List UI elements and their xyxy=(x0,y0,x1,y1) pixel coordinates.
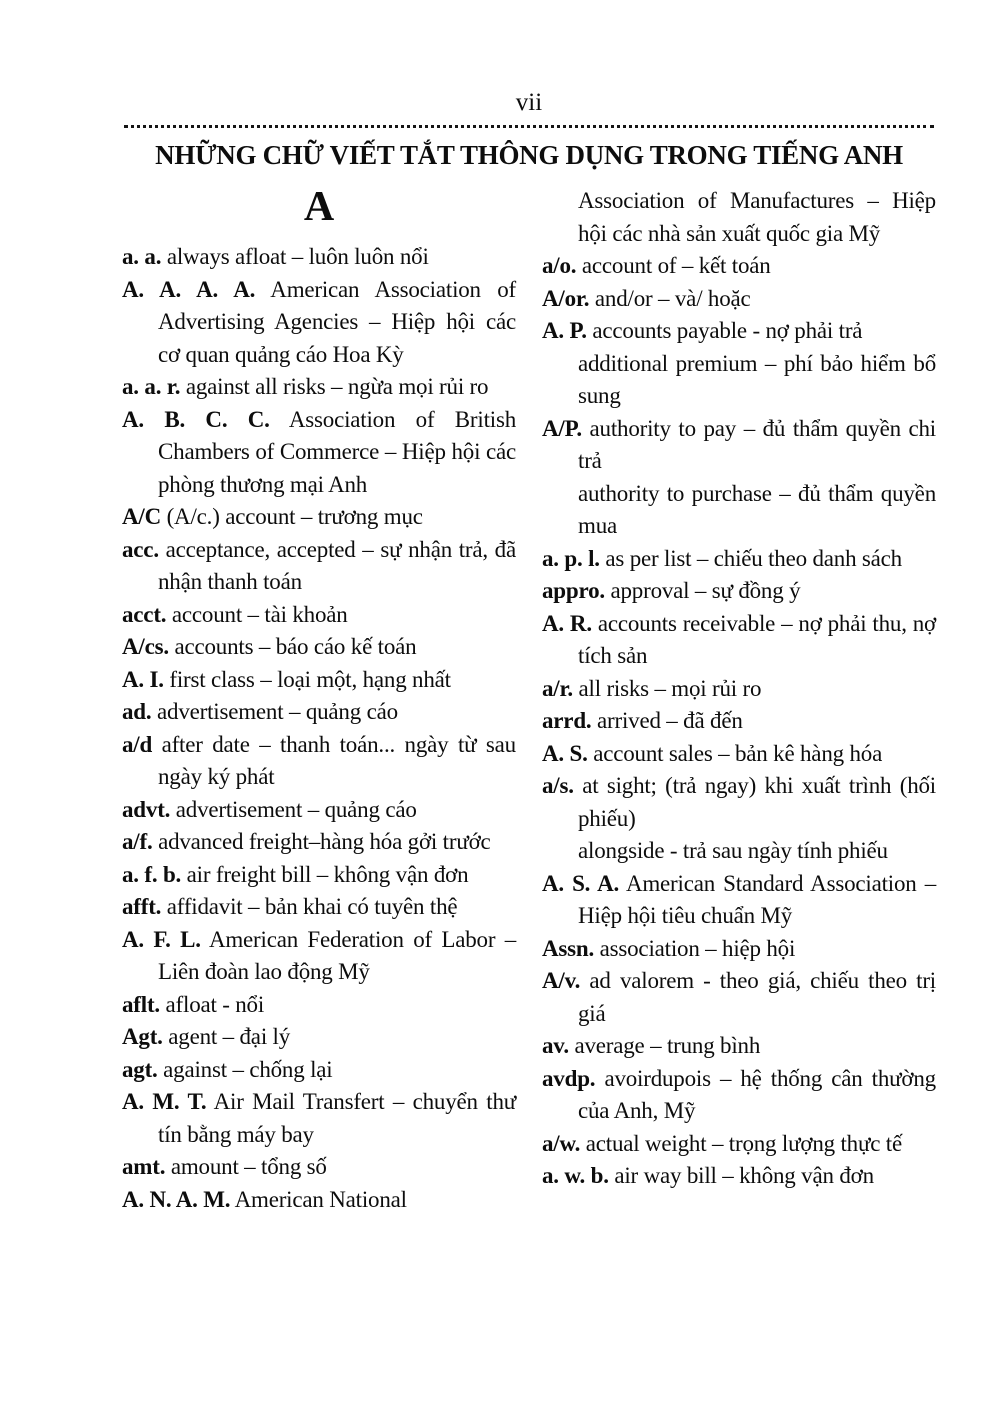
entry-abbreviation: a. p. l. xyxy=(542,545,600,571)
entry-definition: accounts payable - nợ phải trả xyxy=(592,318,863,343)
dotted-separator xyxy=(124,125,934,128)
entry-abbreviation: afft. xyxy=(122,894,162,919)
dictionary-entry xyxy=(122,989,516,1022)
entry-line xyxy=(122,599,516,632)
dictionary-entry xyxy=(122,631,516,664)
dictionary-entry xyxy=(542,1128,936,1161)
entry-line xyxy=(122,1021,516,1054)
entry-definition: agent – đại lý xyxy=(168,1024,291,1049)
entry-line xyxy=(542,575,936,608)
entry-definition: air way bill – không vận đơn xyxy=(614,1163,874,1188)
entry-abbreviation: A/P. xyxy=(542,415,582,441)
dictionary-entry xyxy=(542,770,936,868)
entry-definition: first class – loại một, hạng nhất xyxy=(169,666,451,692)
dictionary-entry xyxy=(542,933,936,966)
entry-definition: ad valorem - theo giá, chiếu theo trị giá xyxy=(578,968,936,1026)
entry-definition: amount – tổng số xyxy=(170,1154,327,1179)
dictionary-entry xyxy=(122,1151,516,1184)
entry-abbreviation: av. xyxy=(542,1033,569,1058)
entry-definition: authority to pay – đủ thẩm quyền chi trả xyxy=(578,415,936,473)
entry-abbreviation: acct. xyxy=(122,601,167,627)
entry-line xyxy=(542,673,936,706)
entry-abbreviation: A. M. T. xyxy=(122,1089,207,1114)
dictionary-entry xyxy=(122,1086,516,1151)
entry-abbreviation: avdp. xyxy=(542,1065,596,1091)
entry-line xyxy=(122,241,516,274)
entry-abbreviation: agt. xyxy=(122,1056,158,1082)
entry-extra-definition: alongside - trả sau ngày tính phiếu xyxy=(578,838,888,863)
entry-definition: account of – kết toán xyxy=(581,253,771,278)
entry-line xyxy=(122,989,516,1022)
entry-line xyxy=(542,413,936,478)
entry-abbreviation: Agt. xyxy=(122,1024,163,1049)
entry-line xyxy=(122,501,516,534)
entry-line xyxy=(122,1151,516,1184)
entry-definition: always afloat – luôn luôn nổi xyxy=(166,244,429,269)
entry-definition: Association of Manufactures – Hiệp hội các nhà sản xuất quốc gia Mỹ xyxy=(578,188,936,246)
dictionary-entry xyxy=(542,283,936,316)
entry-abbreviation: A. A. A. A. xyxy=(122,276,256,302)
entry-line xyxy=(122,794,516,827)
entry-line xyxy=(542,1063,936,1128)
dictionary-entry xyxy=(122,1184,516,1217)
entry-abbreviation: A. P. xyxy=(542,318,587,343)
dictionary-entry-continuation xyxy=(542,185,936,250)
entry-abbreviation: a/o. xyxy=(542,253,577,278)
entry-definition: average – trung bình xyxy=(574,1033,761,1058)
entry-definition: advertisement – quảng cáo xyxy=(175,796,417,822)
entry-abbreviation: a/r. xyxy=(542,675,573,701)
entry-line xyxy=(122,1086,516,1151)
entry-abbreviation: A. F. L. xyxy=(122,926,201,952)
entry-definition: all risks – mọi rủi ro xyxy=(578,675,762,701)
entry-abbreviation: advt. xyxy=(122,796,171,822)
entry-line xyxy=(122,924,516,989)
entry-line xyxy=(542,770,936,835)
entry-definition: association – hiệp hội xyxy=(599,935,796,961)
entry-abbreviation: Assn. xyxy=(542,935,595,961)
dictionary-entry xyxy=(122,1021,516,1054)
dictionary-entry xyxy=(542,315,936,413)
entry-columns xyxy=(122,185,936,1216)
entry-line xyxy=(122,826,516,859)
dictionary-entry xyxy=(122,891,516,924)
entry-abbreviation: aflt. xyxy=(122,991,160,1017)
page-number: vii xyxy=(515,89,543,116)
left-column xyxy=(122,185,516,1216)
entry-line xyxy=(542,185,936,250)
entry-abbreviation: a/w. xyxy=(542,1130,581,1156)
entry-abbreviation: A. S. A. xyxy=(542,870,620,896)
entry-definition: arrived – đã đến xyxy=(597,708,743,733)
entry-definition: against all risks – ngừa mọi rủi ro xyxy=(185,374,489,399)
dictionary-entry xyxy=(542,413,936,543)
entry-definition: at sight; (trả ngay) khi xuất trình (hối phiếu) xyxy=(578,773,936,831)
entry-abbreviation: A/or. xyxy=(542,285,590,311)
dictionary-entry xyxy=(542,673,936,706)
entry-definition: advertisement – quảng cáo xyxy=(157,699,398,724)
entry-abbreviation: a. a. r. xyxy=(122,374,181,399)
entry-line xyxy=(542,705,936,738)
entry-extra-definition: additional premium – phí bảo hiểm bổ sung xyxy=(578,350,936,408)
entry-line xyxy=(542,1128,936,1161)
entry-definition: American Association of Advertising Agencies – Hiệp hội các cơ quan quảng cáo Hoa Kỳ xyxy=(158,276,516,367)
entry-definition: (A/c.) account – trương mục xyxy=(166,504,423,529)
dictionary-entry xyxy=(122,404,516,502)
dictionary-entry xyxy=(542,1063,936,1128)
entry-definition: account sales – bản kê hàng hóa xyxy=(593,740,883,766)
entry-definition: air freight bill – không vận đơn xyxy=(186,861,469,887)
dictionary-entry xyxy=(122,729,516,794)
entry-line xyxy=(542,1030,936,1063)
entry-definition: as per list – chiếu theo danh sách xyxy=(605,545,902,571)
dictionary-entry xyxy=(542,868,936,933)
entry-abbreviation: A/cs. xyxy=(122,634,169,659)
entry-definition: accounts receivable – nợ phải thu, nợ tích sản xyxy=(578,610,936,668)
entry-line xyxy=(542,1160,936,1193)
entry-abbreviation: a. a. xyxy=(122,244,162,269)
entry-abbreviation: ad. xyxy=(122,699,152,724)
entry-line xyxy=(122,696,516,729)
section-letter: A xyxy=(303,184,335,230)
dictionary-entry xyxy=(122,859,516,892)
entry-line xyxy=(542,965,936,1030)
dictionary-entry xyxy=(542,1160,936,1193)
entry-abbreviation: a/s. xyxy=(542,773,574,798)
entry-definition: approval – sự đồng ý xyxy=(610,578,801,603)
entry-definition: account – tài khoản xyxy=(171,601,348,627)
entry-definition: after date – thanh toán... ngày từ sau ngày ký phát xyxy=(158,731,516,789)
entry-line xyxy=(122,631,516,664)
dictionary-entry xyxy=(542,250,936,283)
entry-line xyxy=(122,274,516,372)
entry-line xyxy=(122,664,516,697)
entry-definition: affidavit – bản khai có tuyên thệ xyxy=(166,894,458,919)
entry-line xyxy=(122,534,516,599)
entry-line xyxy=(542,933,936,966)
dictionary-entry xyxy=(542,543,936,576)
dictionary-entry xyxy=(122,599,516,632)
dictionary-entry xyxy=(122,371,516,404)
dictionary-entry xyxy=(122,1054,516,1087)
entry-definition: and/or – và/ hoặc xyxy=(594,285,751,311)
entry-abbreviation: A. R. xyxy=(542,610,592,636)
entry-line xyxy=(542,868,936,933)
dictionary-entry xyxy=(122,794,516,827)
entry-line xyxy=(542,250,936,283)
entry-definition: afloat - nổi xyxy=(165,991,265,1017)
entry-abbreviation: amt. xyxy=(122,1154,166,1179)
entry-abbreviation: A/v. xyxy=(542,968,581,993)
entry-line xyxy=(542,543,936,576)
entry-definition: American National xyxy=(234,1186,407,1212)
dictionary-entry xyxy=(122,924,516,989)
dictionary-entry xyxy=(122,501,516,534)
page-title: NHỮNG CHỮ VIẾT TẮT THÔNG DỤNG TRONG TIẾNG ANH xyxy=(155,140,903,170)
entry-definition: against – chống lại xyxy=(163,1056,333,1082)
entry-definition: Association of British Chambers of Commerce – Hiệp hội các phòng thương mại Anh xyxy=(158,406,517,497)
dictionary-entry xyxy=(542,608,936,673)
entry-definition: Air Mail Transfert – chuyển thư tín bằng máy bay xyxy=(158,1089,517,1147)
entry-definition: actual weight – trọng lượng thực tế xyxy=(585,1130,902,1156)
entry-line xyxy=(122,1184,516,1217)
dictionary-entry xyxy=(542,738,936,771)
dictionary-entry xyxy=(122,534,516,599)
entry-abbreviation: A. S. xyxy=(542,740,588,766)
dictionary-entry xyxy=(122,696,516,729)
entry-line xyxy=(122,371,516,404)
entry-definition: American Standard Association – Hiệp hội tiêu chuẩn Mỹ xyxy=(578,870,936,928)
dictionary-entry xyxy=(122,274,516,372)
dictionary-entry xyxy=(122,826,516,859)
entry-abbreviation: a/d xyxy=(122,731,153,757)
dictionary-entry xyxy=(542,1030,936,1063)
entry-abbreviation: A. B. C. C. xyxy=(122,406,270,432)
entry-abbreviation: a. f. b. xyxy=(122,861,182,887)
entry-extra-definition: authority to purchase – đủ thẩm quyền mua xyxy=(578,480,936,538)
entry-line xyxy=(122,1054,516,1087)
entry-line xyxy=(542,738,936,771)
entry-abbreviation: appro. xyxy=(542,578,605,603)
dictionary-entry xyxy=(542,965,936,1030)
entry-line xyxy=(122,404,516,502)
entry-line xyxy=(542,283,936,316)
entry-abbreviation: a/f. xyxy=(122,829,153,854)
entry-abbreviation: a. w. b. xyxy=(542,1163,609,1188)
entry-line xyxy=(122,859,516,892)
entry-definition: advanced freight–hàng hóa gởi trước xyxy=(158,829,491,854)
dictionary-entry xyxy=(122,241,516,274)
entry-abbreviation: A. I. xyxy=(122,666,164,692)
entry-line xyxy=(122,891,516,924)
right-column xyxy=(542,185,936,1193)
entry-abbreviation: arrd. xyxy=(542,708,592,733)
dictionary-entry xyxy=(542,705,936,738)
dictionary-entry xyxy=(122,664,516,697)
entry-line xyxy=(542,315,936,348)
entry-definition: acceptance, accepted – sự nhận trả, đã nhận thanh toán xyxy=(158,536,516,594)
entry-abbreviation: A/C xyxy=(122,504,162,529)
entry-abbreviation: acc. xyxy=(122,536,159,562)
entry-abbreviation: A. N. A. M. xyxy=(122,1186,231,1212)
entry-definition: American Federation of Labor – Liên đoàn lao động Mỹ xyxy=(158,926,517,984)
entry-line xyxy=(542,608,936,673)
entry-line xyxy=(122,729,516,794)
entry-definition: accounts – báo cáo kế toán xyxy=(174,634,417,659)
dictionary-entry xyxy=(542,575,936,608)
entry-definition: avoirdupois – hệ thống cân thường của Anh, Mỹ xyxy=(578,1065,936,1123)
